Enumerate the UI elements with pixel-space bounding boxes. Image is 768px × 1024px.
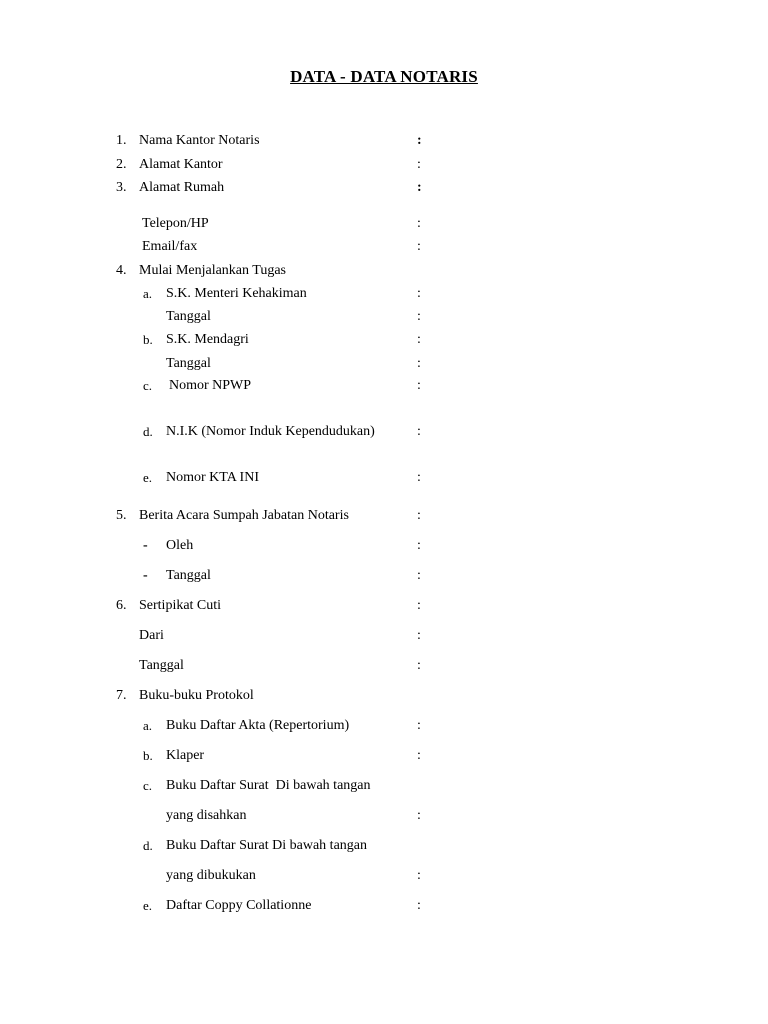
field-label: Buku-buku Protokol xyxy=(139,688,254,703)
field-separator: : xyxy=(417,470,421,485)
field-label: Tanggal xyxy=(139,658,184,673)
field-label: Nomor NPWP xyxy=(169,378,252,393)
item-number: 3. xyxy=(116,180,127,195)
field-label: Mulai Menjalankan Tugas xyxy=(139,263,286,278)
field-separator: : xyxy=(417,309,421,324)
sub-item-letter: e. xyxy=(143,898,153,913)
field-label: yang disahkan xyxy=(166,808,247,823)
field-separator: : xyxy=(417,598,421,613)
form-row-alamat-rumah xyxy=(0,178,768,198)
sub-item-letter: c. xyxy=(143,778,153,793)
sub-item-letter: b. xyxy=(143,748,153,763)
field-separator: : xyxy=(417,898,421,913)
field-separator: : xyxy=(417,180,422,195)
field-separator: : xyxy=(417,239,421,254)
field-label: yang dibukukan xyxy=(166,868,256,883)
field-label: Daftar Coppy Collationne xyxy=(166,898,312,913)
field-label: Alamat Rumah xyxy=(139,180,225,195)
field-label: Tanggal xyxy=(166,356,211,371)
field-label: Email/fax xyxy=(142,239,198,254)
field-label: Tanggal xyxy=(166,309,211,324)
form-row-berita-acara xyxy=(0,506,768,526)
field-label: Telepon/HP xyxy=(142,216,209,231)
form-row-coppy-collationne xyxy=(0,896,768,916)
form-row-buku-protokol xyxy=(0,686,768,706)
sub-item-letter: d. xyxy=(143,838,153,853)
sub-item-letter: a. xyxy=(143,718,153,733)
field-label: Buku Daftar Surat Di bawah tangan xyxy=(166,838,367,853)
field-separator: : xyxy=(417,216,421,231)
field-label: Nama Kantor Notaris xyxy=(139,133,260,148)
sub-item-letter: a. xyxy=(143,286,153,301)
form-row-mulai-tugas xyxy=(0,261,768,281)
field-separator: : xyxy=(417,508,421,523)
dash-bullet: - xyxy=(143,538,148,553)
field-label: N.I.K (Nomor Induk Kependudukan) xyxy=(166,424,375,439)
field-separator: : xyxy=(417,658,421,673)
item-number: 4. xyxy=(116,263,127,278)
form-row-nama-kantor xyxy=(0,131,768,151)
field-label: S.K. Menteri Kehakiman xyxy=(166,286,307,301)
form-row-alamat-kantor xyxy=(0,155,768,175)
field-separator: : xyxy=(417,157,421,172)
field-separator: : xyxy=(417,424,421,439)
form-row-surat-dibukukan xyxy=(0,836,768,856)
field-label: Buku Daftar Surat Di bawah tangan xyxy=(166,778,371,793)
field-separator: : xyxy=(417,808,421,823)
dash-bullet: - xyxy=(143,568,148,583)
field-separator: : xyxy=(417,718,421,733)
form-row-sk-mendagri-tanggal xyxy=(0,354,768,374)
form-row-surat-disahkan-cont xyxy=(0,806,768,826)
field-label: Nomor KTA INI xyxy=(166,470,259,485)
field-separator: : xyxy=(417,356,421,371)
sub-item-letter: e. xyxy=(143,470,153,485)
form-row-surat-dibukukan-cont xyxy=(0,866,768,886)
form-row-klaper xyxy=(0,746,768,766)
form-row-sertipikat-cuti xyxy=(0,596,768,616)
field-separator: : xyxy=(417,538,421,553)
form-row-npwp xyxy=(0,376,768,396)
field-separator: : xyxy=(417,133,422,148)
item-number: 6. xyxy=(116,598,127,613)
form-row-oleh xyxy=(0,536,768,556)
form-row-repertorium xyxy=(0,716,768,736)
form-row-sk-menteri-tanggal xyxy=(0,307,768,327)
item-number: 2. xyxy=(116,157,127,172)
item-number: 5. xyxy=(116,508,127,523)
form-row-sk-menteri xyxy=(0,284,768,304)
item-number: 7. xyxy=(116,688,127,703)
field-label: Klaper xyxy=(166,748,205,763)
field-label: Tanggal xyxy=(166,568,211,583)
field-label: Dari xyxy=(139,628,164,643)
field-label: Oleh xyxy=(166,538,194,553)
field-label: Berita Acara Sumpah Jabatan Notaris xyxy=(139,508,349,523)
field-label: Alamat Kantor xyxy=(139,157,223,172)
form-row-cuti-dari xyxy=(0,626,768,646)
field-separator: : xyxy=(417,378,421,393)
form-row-email xyxy=(0,237,768,257)
form-row-telepon xyxy=(0,214,768,234)
sub-item-letter: c. xyxy=(143,378,153,393)
form-row-sumpah-tanggal xyxy=(0,566,768,586)
form-row-sk-mendagri xyxy=(0,330,768,350)
field-separator: : xyxy=(417,628,421,643)
item-number: 1. xyxy=(116,133,127,148)
field-label: S.K. Mendagri xyxy=(166,332,249,347)
field-separator: : xyxy=(417,868,421,883)
form-row-surat-disahkan xyxy=(0,776,768,796)
field-separator: : xyxy=(417,748,421,763)
field-label: Buku Daftar Akta (Repertorium) xyxy=(166,718,350,733)
sub-item-letter: d. xyxy=(143,424,153,439)
field-separator: : xyxy=(417,568,421,583)
page-title: DATA - DATA NOTARIS xyxy=(290,67,478,86)
field-separator: : xyxy=(417,286,421,301)
form-row-nik xyxy=(0,422,768,442)
field-separator: : xyxy=(417,332,421,347)
form-row-cuti-tanggal xyxy=(0,656,768,676)
form-row-kta xyxy=(0,468,768,488)
field-label: Sertipikat Cuti xyxy=(139,598,222,613)
sub-item-letter: b. xyxy=(143,332,153,347)
